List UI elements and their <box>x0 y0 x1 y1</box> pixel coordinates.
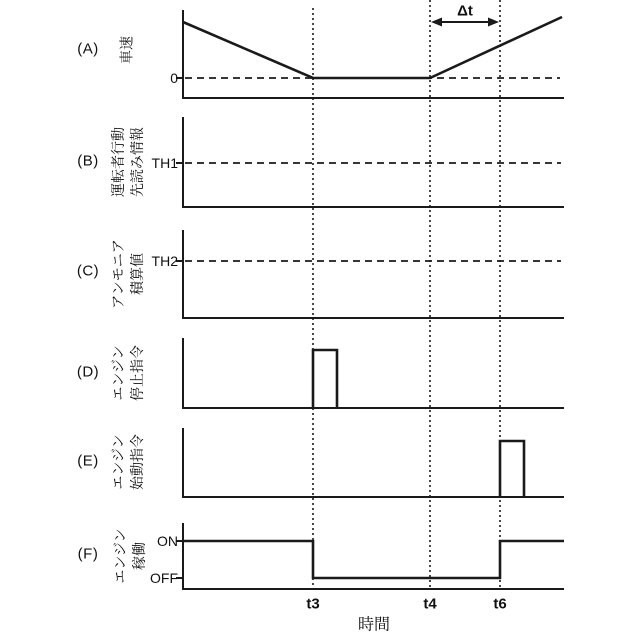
panel-c-axis-title <box>109 239 147 308</box>
panel-d-tag: (D) <box>76 363 100 381</box>
panel-d-axis-title-line1: エンジン <box>110 345 126 401</box>
panel-e-axis-title-line2: 始動指令 <box>129 434 145 490</box>
panel-f-run-trace <box>183 541 564 578</box>
panel-c-tag: (C) <box>76 262 100 280</box>
panel-c-axis-title-line2: 積算値 <box>129 253 145 296</box>
panel-d-stop-pulse <box>313 350 337 408</box>
panel-b-axis-title-line2: 先読み情報 <box>129 127 145 197</box>
panel-d-axis-title <box>109 345 147 401</box>
tick-label-t6: t6 <box>493 595 507 613</box>
panel-e-axis-title-line1: エンジン <box>110 434 126 490</box>
panel-f-on-label: ON <box>157 533 178 549</box>
panel-c-axis-title-line1: アンモニア <box>110 239 126 309</box>
panel-a-axis-title <box>118 36 137 64</box>
panel-b-th1-label: TH1 <box>151 155 178 171</box>
panel-a-tag: (A) <box>77 40 99 58</box>
panel-f-axis-title-line2: 稼働 <box>131 542 147 570</box>
tick-label-t3: t3 <box>306 595 320 613</box>
panel-e-start-pulse <box>500 441 524 497</box>
delta-arrow-head-left <box>431 18 442 27</box>
panel-e-tag: (E) <box>77 452 99 470</box>
panel-b-axis-title <box>109 127 147 197</box>
time-axis-title: 時間 <box>357 616 391 634</box>
panel-d-axis-title-line2: 停止指令 <box>129 345 145 401</box>
tick-label-t4: t4 <box>423 595 437 613</box>
panel-f-off-label: OFF <box>150 570 178 586</box>
panel-f-axis-title <box>111 528 149 583</box>
panel-a-axis-title-line1: 車速 <box>118 36 135 64</box>
panel-e-axis-title <box>109 434 147 490</box>
panel-a-speed-trace <box>183 17 562 78</box>
delta-t-label: Δt <box>457 2 473 20</box>
delta-arrow-head-right <box>488 18 499 27</box>
panel-f-axis-title-line1: エンジン <box>112 528 128 584</box>
panel-b-tag: (B) <box>77 152 99 170</box>
panel-f-tag: (F) <box>77 545 99 563</box>
panel-c-th2-label: TH2 <box>151 253 178 269</box>
panel-a-zero-label: 0 <box>170 70 178 86</box>
panel-b-axis-title-line1: 運転者行動 <box>110 127 126 197</box>
